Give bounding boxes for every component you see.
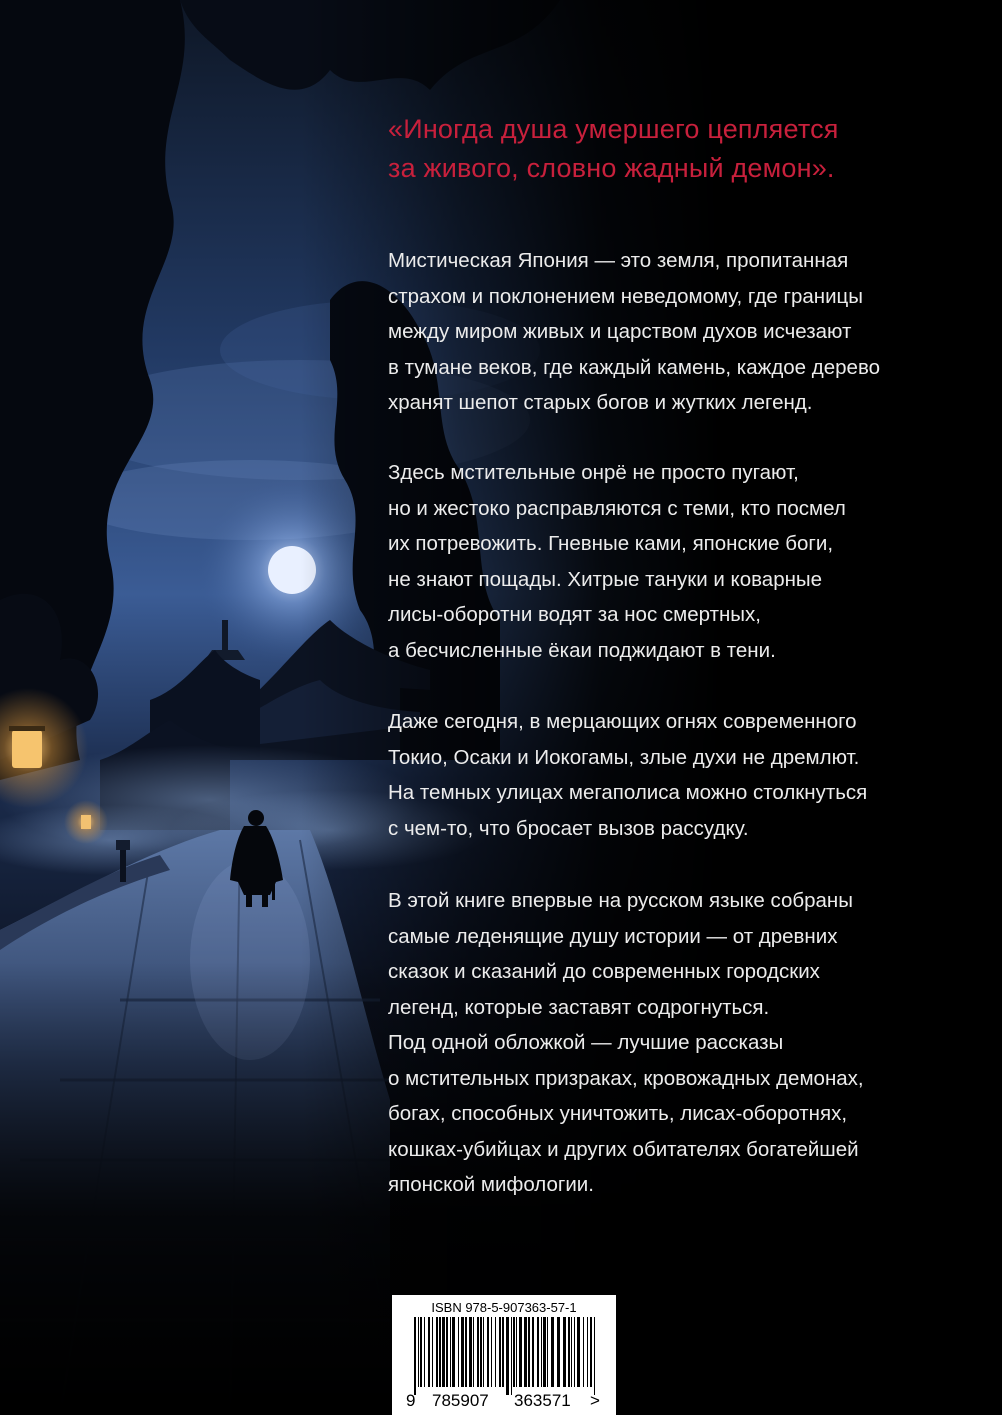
paragraph-line: но и жестоко расправляются с теми, кто посмел bbox=[388, 496, 846, 520]
barcode-bar bbox=[418, 1317, 419, 1387]
barcode-bar bbox=[439, 1317, 441, 1387]
barcode-bar bbox=[442, 1317, 445, 1387]
paragraph-mystical-japan bbox=[388, 243, 988, 421]
barcode-bar bbox=[524, 1317, 527, 1387]
barcode-bar bbox=[469, 1317, 472, 1387]
barcode-bar bbox=[487, 1317, 489, 1387]
barcode-bar bbox=[563, 1317, 566, 1387]
paragraph-line: с чем-то, что бросает вызов рассудку. bbox=[388, 816, 749, 840]
paragraph-line: японской мифологии. bbox=[388, 1173, 594, 1196]
barcode-bar bbox=[461, 1317, 464, 1387]
barcode-bars bbox=[398, 1317, 610, 1399]
barcode-bar bbox=[574, 1317, 575, 1387]
paragraph-line: хранят шепот старых богов и жутких легенд. bbox=[388, 391, 813, 414]
barcode-bar bbox=[465, 1317, 467, 1387]
isbn-label: ISBN 978-5-907363-57-1 bbox=[431, 1300, 577, 1315]
paragraph-line: сказок и сказаний до современных городских bbox=[388, 960, 820, 983]
paragraph-onryo bbox=[388, 455, 988, 668]
paragraph-line: страхом и поклонением неведомому, где границы bbox=[388, 284, 864, 308]
paragraph-line: кошках-убийцах и других обитателях богатейшей bbox=[388, 1137, 859, 1161]
barcode-bar bbox=[424, 1317, 425, 1387]
paragraph-line: Даже сегодня, в мерцающих огнях современного bbox=[388, 710, 857, 733]
barcode-bar bbox=[452, 1317, 455, 1387]
paragraph-line: На темных улицах мегаполиса можно столкнуться bbox=[388, 781, 868, 804]
barcode-bar bbox=[483, 1317, 484, 1387]
barcode-bar bbox=[502, 1317, 504, 1387]
barcode-bar bbox=[547, 1317, 548, 1387]
barcode-bar bbox=[543, 1317, 546, 1387]
barcode-bar bbox=[583, 1317, 584, 1387]
paragraph-line: богах, способных уничтожить, лисах-оборотнях, bbox=[388, 1102, 848, 1125]
paragraph-line: а бесчисленные ёкаи поджидают в тени. bbox=[388, 638, 776, 662]
paragraph-line: их потревожить. Гневные ками, японские боги, bbox=[388, 532, 834, 555]
paragraph-line: лисы-оборотни водят за нос смертных, bbox=[388, 603, 761, 626]
paragraph-line: не знают пощады. Хитрые тануки и коварные bbox=[388, 567, 823, 591]
paragraph-line: Токио, Осаки и Иокогамы, злые духи не дремлют. bbox=[388, 745, 860, 769]
epigraph-quote bbox=[388, 110, 988, 188]
paragraph-line: в тумане веков, где каждый камень, каждое дерево bbox=[388, 355, 880, 379]
barcode-bar bbox=[532, 1317, 534, 1387]
paragraph-line: В этой книге впервые на русском языке собраны bbox=[388, 889, 853, 912]
barcode-bar bbox=[495, 1317, 496, 1387]
barcode-bar bbox=[458, 1317, 459, 1387]
barcode-bar bbox=[587, 1317, 588, 1387]
isbn-barcode bbox=[392, 1295, 616, 1415]
barcode-bar bbox=[511, 1317, 512, 1395]
barcode-bar bbox=[541, 1317, 542, 1387]
barcode-bar bbox=[428, 1317, 430, 1387]
barcode-bar bbox=[519, 1317, 522, 1387]
barcode-bar bbox=[473, 1317, 474, 1387]
barcode-bar bbox=[477, 1317, 479, 1387]
quote-line: «Иногда душа умершего цепляется bbox=[388, 114, 839, 144]
barcode-bar bbox=[528, 1317, 530, 1387]
barcode-bar bbox=[568, 1317, 570, 1387]
barcode-bar bbox=[436, 1317, 438, 1387]
barcode-digit-end: > bbox=[590, 1391, 600, 1410]
paragraph-line: Мистическая Япония — это земля, пропитанная bbox=[388, 249, 849, 272]
barcode-bar bbox=[506, 1317, 509, 1395]
barcode-digit-group: 785907 bbox=[432, 1391, 489, 1410]
paragraph-line: самые леденящие душу истории — от древних bbox=[388, 924, 838, 948]
paragraph-line: Здесь мстительные онрё не просто пугают, bbox=[388, 461, 799, 484]
paragraph-line: между миром живых и царством духов исчезают bbox=[388, 320, 852, 343]
paragraph-line: легенд, которые заставят содрогнуться. bbox=[388, 995, 770, 1019]
barcode-bar bbox=[499, 1317, 501, 1387]
barcode-bar bbox=[577, 1317, 580, 1387]
barcode-bar bbox=[491, 1317, 492, 1387]
paragraph-this-book bbox=[388, 883, 988, 1203]
barcode-digit-prefix: 9 bbox=[406, 1391, 416, 1410]
barcode-bar bbox=[480, 1317, 482, 1387]
barcode-bar bbox=[446, 1317, 448, 1387]
barcode-bar bbox=[420, 1317, 422, 1387]
barcode-bar bbox=[594, 1317, 595, 1395]
barcode-bar bbox=[432, 1317, 433, 1387]
barcode-bar bbox=[537, 1317, 539, 1387]
barcode-bar bbox=[571, 1317, 572, 1387]
barcode-bar bbox=[551, 1317, 554, 1387]
barcode-bar bbox=[516, 1317, 517, 1387]
quote-line: за живого, словно жадный демон». bbox=[388, 153, 835, 183]
barcode-bar bbox=[513, 1317, 515, 1387]
barcode-bar bbox=[557, 1317, 560, 1387]
barcode-bar bbox=[450, 1317, 451, 1387]
paragraph-line: о мстительных призраках, кровожадных демонах, bbox=[388, 1066, 864, 1090]
barcode-digit-group: 363571 bbox=[514, 1391, 571, 1410]
barcode-bar bbox=[590, 1317, 592, 1387]
paragraph-line: Под одной обложкой — лучшие рассказы bbox=[388, 1031, 784, 1054]
barcode-bar bbox=[414, 1317, 416, 1395]
paragraph-today bbox=[388, 704, 988, 846]
